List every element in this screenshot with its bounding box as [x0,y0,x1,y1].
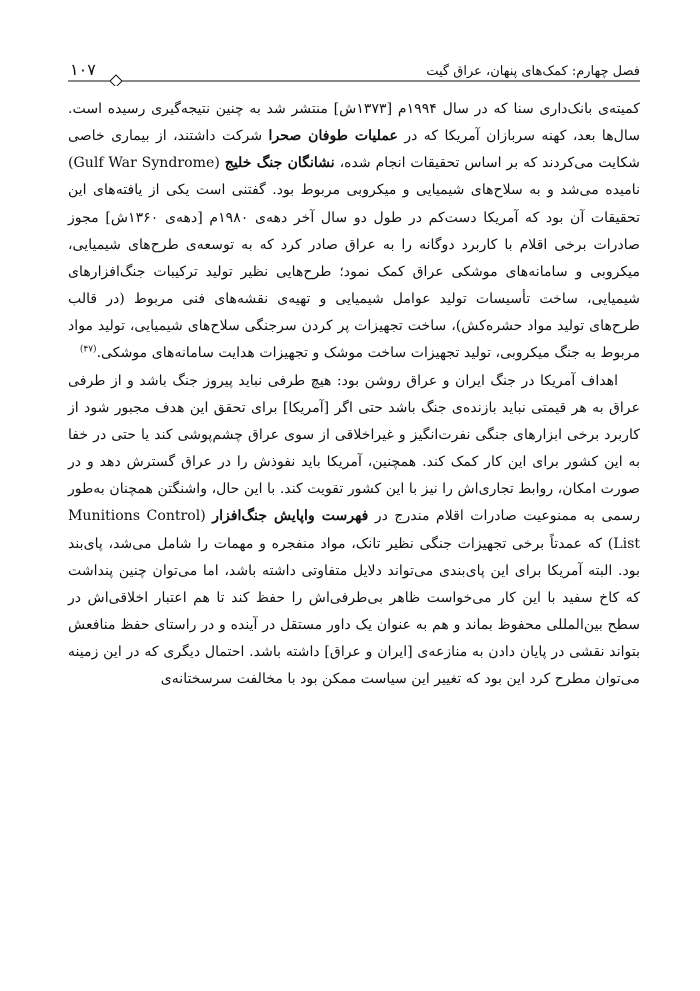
chapter-title: فصل چهارم: کمک‌های پنهان، عراق گیت [426,64,640,79]
bold-term-munitions-list: فهرست واپایش جنگ‌افزار [212,508,369,525]
paragraph-1-text-c: (Gulf War Syndrome) نامیده می‌شد و به سلاح‌های شیمیایی و میکروبی مربوط بود. گفتنی است یکی از یافته‌های این تحقیقات آن بود که آمریکا دست‌کم در طول دو سال آخر دهه‌ی ۱۹۸۰م [دهه‌ی ۱۳۶۰ش] مجوز صادرات برخی اقلام با کاربرد دوگانه را به عراق صادر کرد که به توسعه‌ی طرح‌های شیمیایی، میکروبی و سامانه‌های موشکی عراق کمک نمود؛ طرح‌هایی نظیر تولید ترکیبات جنگ‌افزارهای شیمیایی، ساخت تأسیسات تولید عوامل شیمیایی و تهیه‌ی نقشه‌های فنی مربوط (در قالب طرح‌های تولید مواد حشره‌کش)، ساخت تجهیزات پر کردن سرجنگی سلاح‌های شیمیایی، تولید مواد مربوط به جنگ میکروبی، تولید تجهیزات ساخت موشک و تجهیزات هدایت سامانه‌های موشکی. [68,155,640,362]
bold-term-gulf-war-syndrome: نشانگان جنگ خلیج [224,155,335,172]
running-header [68,56,640,86]
paragraph-2-text-a: اهداف آمریکا در جنگ ایران و عراق روشن بود: هیچ طرفی نباید پیروز جنگ باشد و از طرفی عراق به هر قیمتی نباید بازنده‌ی جنگ باشد حتی اگر [آمریکا] برای تحقق این هدف مجبور شود از کاربرد برخی ابزارهای جنگی نفرت‌انگیز و غیراخلاقی از سوی عراق چشم‌پوشی کند یا حتی در خفا به این کشور برای این کار کمک کند. همچنین، آمریکا باید نفوذش را در عراق گسترش دهد و در صورت امکان، روابط تجاری‌اش را نیز با این کشور تقویت کند. با این حال، واشنگتن همچنان به‌طور رسمی به ممنوعیت صادرات اقلام مندرج در [68,372,641,525]
paragraph-2-text-b: (Munitions Control List) که عمدتاً برخی تجهیزات جنگی نظیر تانک، مواد منفجره و مهمات را شامل می‌شد، پای‌بند بود. البته آمریکا برای این پای‌بندی می‌تواند دلایل متفاوتی داشته باشد، اما می‌توان چنین پنداشت که کاخ سفید با این کار می‌خواست ظاهر بی‌طرفی‌اش را حفظ کند تا هم اعتبار اخلاقی‌اش در سطح بین‌المللی محفوظ بماند و هم به عنوان یک داور مستقل در آینده و در راستای حفظ منافعش بتواند نقشی در پایان دادن به منازعه‌ی [ایران و عراق] داشته باشد. احتمال دیگری که در این زمینه می‌توان مطرح کرد این بود که تغییر این سیاست ممکن بود با مخالفت سرسختانه‌ی [68,508,640,688]
paragraph-1-text-b: شرکت داشتند، از بیماری خاصی شکایت می‌کردند که بر اساس تحقیقات انجام شده، [68,128,640,172]
footnote-reference[interactable]: (۴۷) [79,344,97,355]
paragraph-1 [68,96,640,368]
bold-term-desert-storm: عملیات طوفان صحرا [268,128,398,145]
paragraph-2 [68,368,640,694]
page-number: ۱۰۷ [70,60,96,79]
paragraph-1-text-a: کمیته‌ی بانک‌داری سنا که در سال ۱۹۹۴م [۱۳۷۳ش] منتشر شد به چنین نتیجه‌گیری رسیده است. سال‌ها بعد، کهنه سربازان آمریکا که در [68,101,640,145]
body-text [68,96,640,693]
